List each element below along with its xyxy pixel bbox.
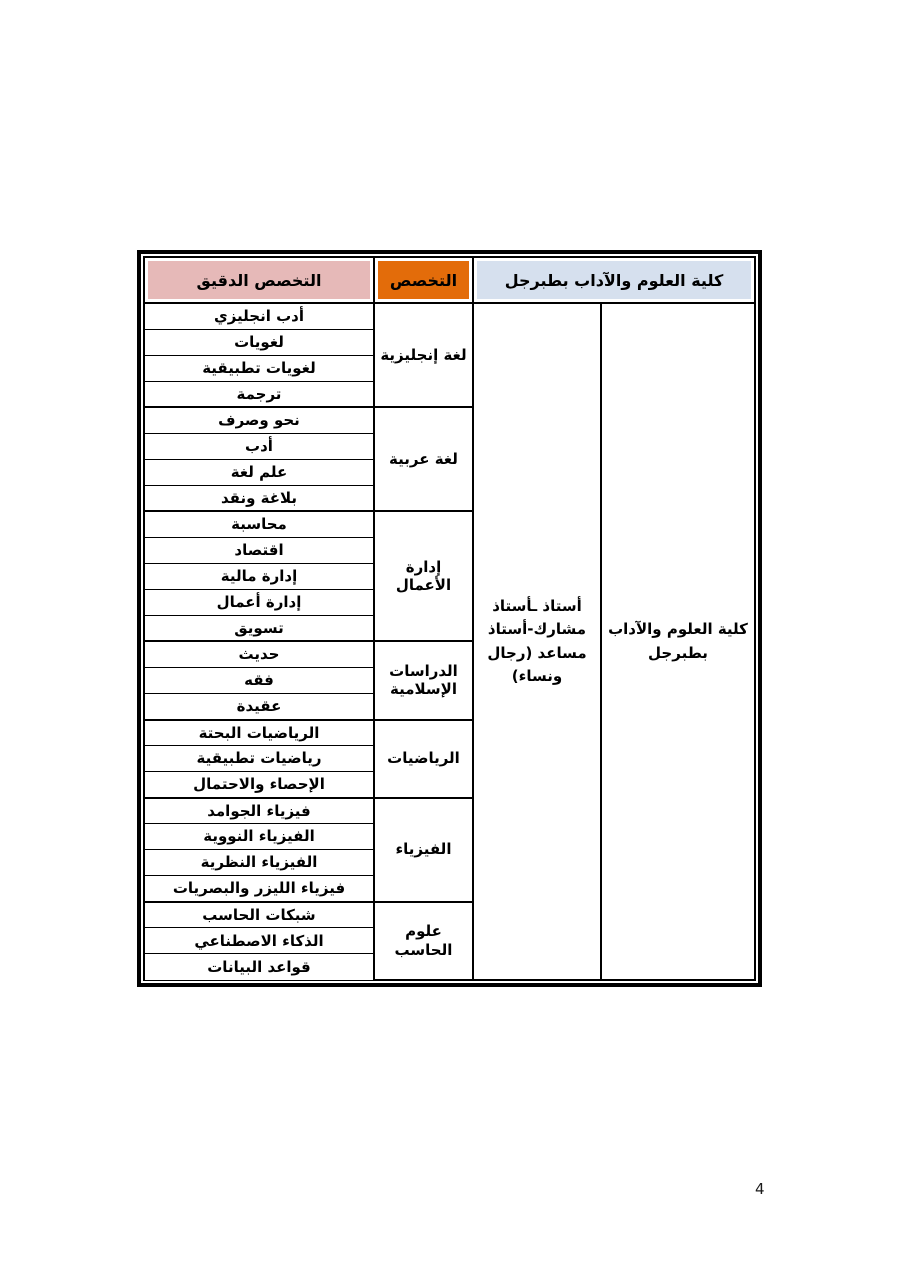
item-cell: أدب <box>144 433 374 459</box>
ranks-cell: أستاذ ـأستاذ مشارك-أستاذ مساعد (رجال ونساء) <box>473 303 601 980</box>
header-cell-college: كلية العلوم والآداب بطبرجل <box>473 257 755 303</box>
item-cell: الذكاء الاصطناعي <box>144 928 374 954</box>
header-cell-specific-specialization: التخصص الدقيق <box>144 257 374 303</box>
item-cell: الفيزياء النظرية <box>144 850 374 876</box>
header-cell-specialization: التخصص <box>374 257 473 303</box>
item-cell: تسويق <box>144 615 374 641</box>
specializations-table <box>137 250 762 987</box>
header-row <box>144 257 755 303</box>
item-cell: أدب انجليزي <box>144 303 374 329</box>
group-cell-mathematics: الرياضيات <box>374 720 473 798</box>
item-cell: فقه <box>144 667 374 693</box>
item-cell: اقتصاد <box>144 537 374 563</box>
item-cell: الفيزياء النووية <box>144 824 374 850</box>
item-cell: نحو وصرف <box>144 407 374 433</box>
item-cell: لغويات تطبيقية <box>144 355 374 381</box>
item-cell: إدارة أعمال <box>144 589 374 615</box>
item-cell: حديث <box>144 641 374 667</box>
item-cell: شبكات الحاسب <box>144 902 374 928</box>
item-cell: قواعد البيانات <box>144 954 374 980</box>
item-cell: رياضيات تطبيقية <box>144 746 374 772</box>
item-cell: فيزياء الليزر والبصريات <box>144 876 374 902</box>
item-cell: ترجمة <box>144 381 374 407</box>
item-cell: لغويات <box>144 329 374 355</box>
item-cell: عقيدة <box>144 693 374 719</box>
table-row <box>144 303 755 329</box>
group-cell-computer-science: علوم الحاسب <box>374 902 473 980</box>
college-cell: كلية العلوم والآداب بطبرجل <box>601 303 755 980</box>
group-cell-islamic-studies: الدراسات الإسلامية <box>374 641 473 719</box>
group-cell-business-administration: إدارة الأعمال <box>374 511 473 641</box>
item-cell: علم لغة <box>144 459 374 485</box>
group-cell-physics: الفيزياء <box>374 798 473 902</box>
item-cell: الإحصاء والاحتمال <box>144 772 374 798</box>
item-cell: فيزياء الجوامد <box>144 798 374 824</box>
item-cell: بلاغة ونقد <box>144 485 374 511</box>
group-cell-arabic-language: لغة عربية <box>374 407 473 511</box>
item-cell: الرياضيات البحتة <box>144 720 374 746</box>
item-cell: إدارة مالية <box>144 563 374 589</box>
group-cell-english-language: لغة إنجليزية <box>374 303 473 407</box>
page-number: 4 <box>755 1180 765 1198</box>
item-cell: محاسبة <box>144 511 374 537</box>
